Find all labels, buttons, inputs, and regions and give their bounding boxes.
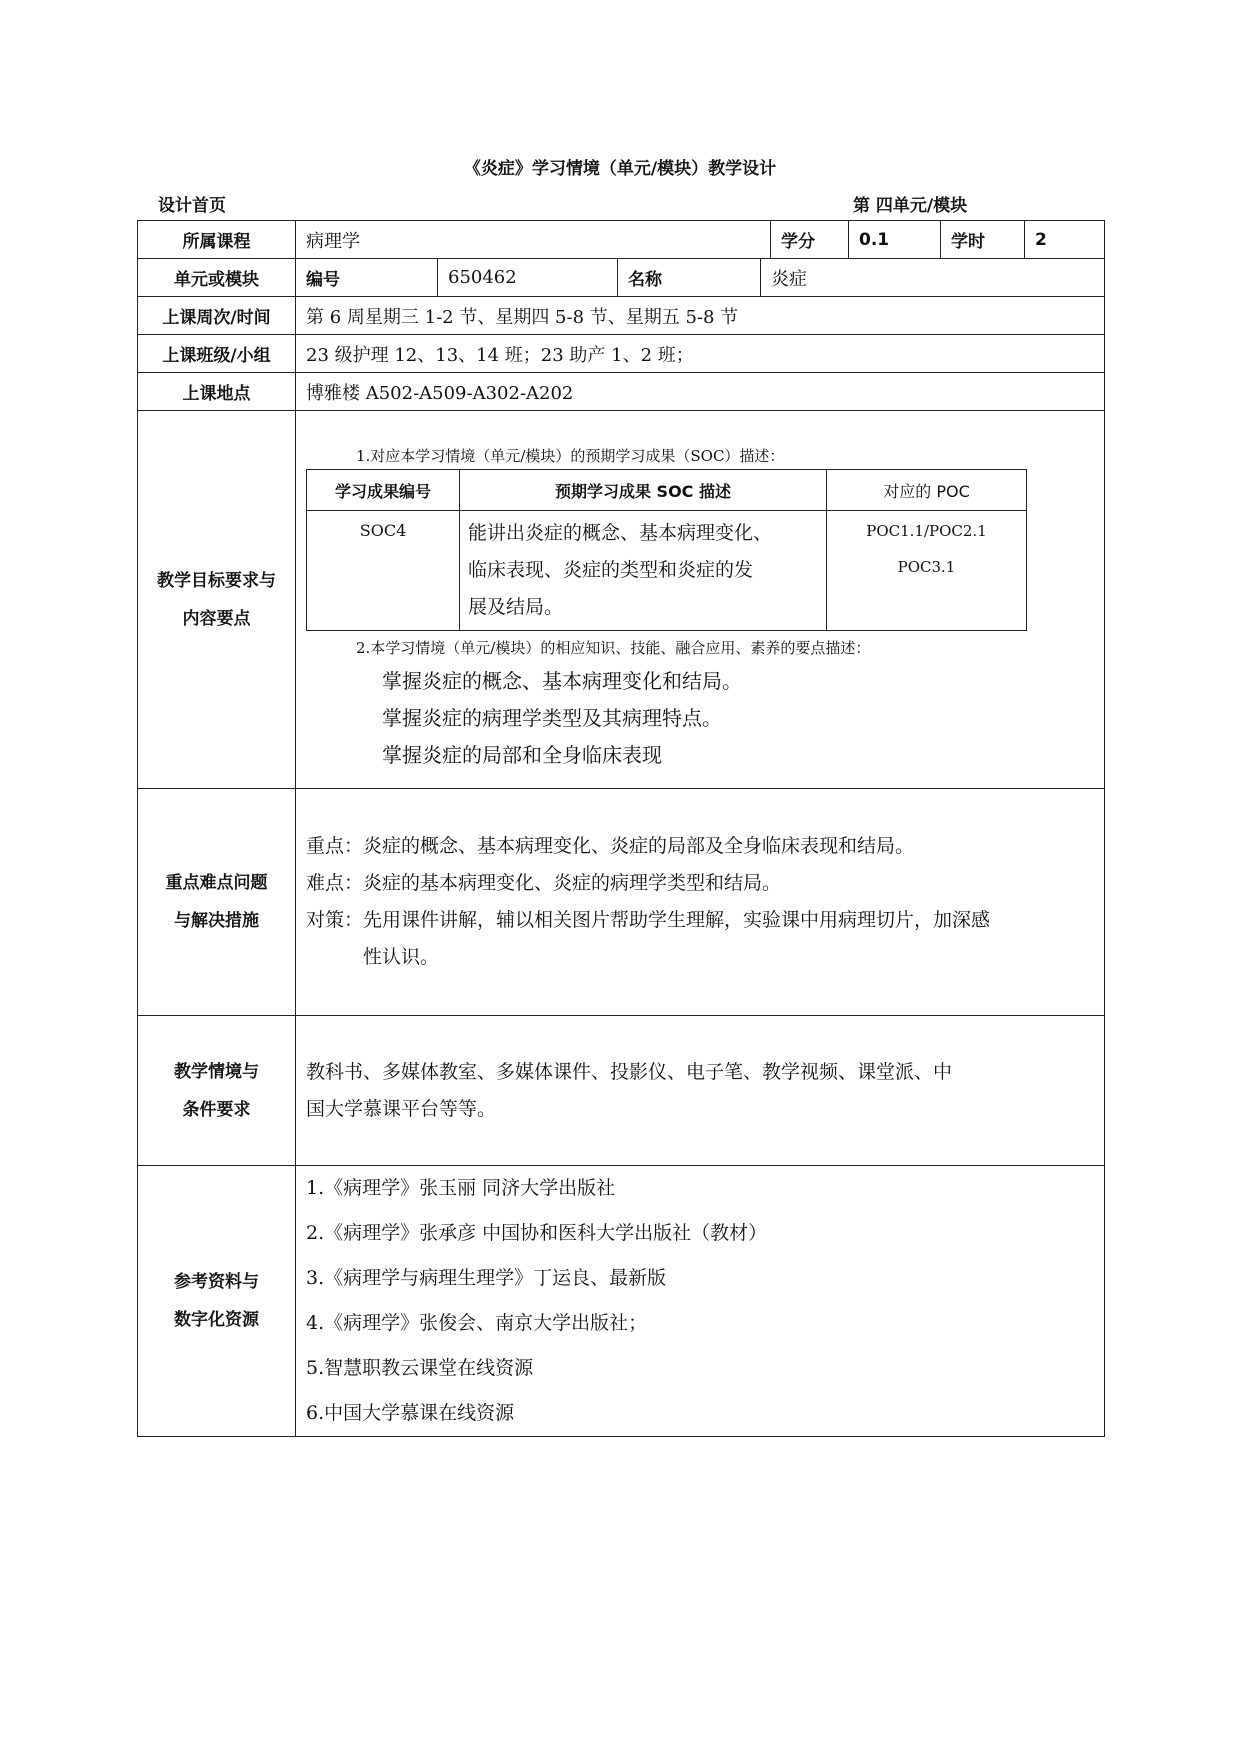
row-references bbox=[138, 1166, 1105, 1437]
unit-label: 单元或模块 bbox=[138, 259, 296, 297]
row-objectives bbox=[138, 411, 1105, 789]
page-title: 《炎症》学习情境（单元/模块）教学设计 bbox=[463, 159, 777, 179]
key-points-label bbox=[138, 789, 296, 1016]
row-key-points bbox=[138, 789, 1105, 1016]
design-table bbox=[137, 220, 1105, 1437]
references-content bbox=[296, 1166, 1105, 1437]
schedule-value: 第 6 周星期三 1-2 节、星期四 5-8 节、星期五 5-8 节 bbox=[296, 297, 1105, 335]
reference-item: 2.《病理学》张承彦 中国协和医科大学出版社（教材） bbox=[306, 1222, 768, 1244]
soc-header-poc: 对应的 POC bbox=[827, 470, 1027, 511]
objectives-content bbox=[296, 411, 1105, 789]
soc-desc bbox=[460, 511, 827, 631]
soc-poc bbox=[827, 511, 1027, 631]
focus-text: 重点：炎症的概念、基本病理变化、炎症的局部及全身临床表现和结局。 bbox=[306, 835, 915, 857]
course-label: 所属课程 bbox=[138, 221, 296, 259]
row-course bbox=[138, 221, 1105, 259]
conditions-content bbox=[296, 1016, 1105, 1166]
code-value: 650462 bbox=[438, 259, 618, 297]
location-label: 上课地点 bbox=[138, 373, 296, 411]
references-label-line1: 参考资料与 bbox=[174, 1272, 259, 1292]
reference-item: 6.中国大学慕课在线资源 bbox=[306, 1402, 515, 1424]
reference-item: 1.《病理学》张玉丽 同济大学出版社 bbox=[306, 1177, 616, 1199]
conditions-label bbox=[138, 1016, 296, 1166]
key-points-label-line1: 重点难点问题 bbox=[165, 873, 268, 893]
reference-item: 5.智慧职教云课堂在线资源 bbox=[306, 1357, 534, 1379]
schedule-label: 上课周次/时间 bbox=[138, 297, 296, 335]
code-label: 编号 bbox=[296, 259, 438, 297]
soc-header-desc: 预期学习成果 SOC 描述 bbox=[460, 470, 827, 511]
soc-header-id: 学习成果编号 bbox=[307, 470, 460, 511]
key-points-label-line2: 与解决措施 bbox=[174, 911, 259, 931]
soc-row bbox=[307, 511, 1027, 631]
name-value: 炎症 bbox=[761, 259, 1105, 297]
row-location bbox=[138, 373, 1105, 411]
hours-label: 学时 bbox=[941, 221, 1025, 259]
reference-item: 4.《病理学》张俊会、南京大学出版社； bbox=[306, 1312, 648, 1334]
objectives-label bbox=[138, 411, 296, 789]
row-conditions bbox=[138, 1016, 1105, 1166]
soc-intro: 1.对应本学习情境（单元/模块）的预期学习成果（SOC）描述： bbox=[356, 447, 785, 465]
row-class-group bbox=[138, 335, 1105, 373]
soc-desc-line: 临床表现、炎症的类型和炎症的发 bbox=[468, 559, 754, 581]
header-right: 第 四单元/模块 bbox=[853, 196, 968, 216]
references-label bbox=[138, 1166, 296, 1437]
class-group-label: 上课班级/小组 bbox=[138, 335, 296, 373]
credit-label: 学分 bbox=[771, 221, 849, 259]
soc-poc-line: POC3.1 bbox=[897, 558, 956, 576]
strategy-text: 对策：先用课件讲解，辅以相关图片帮助学生理解，实验课中用病理切片，加深感 bbox=[306, 909, 991, 931]
name-label: 名称 bbox=[618, 259, 761, 297]
location-value: 博雅楼 A502-A509-A302-A202 bbox=[296, 373, 1105, 411]
row-schedule bbox=[138, 297, 1105, 335]
objective-point: 掌握炎症的病理学类型及其病理特点。 bbox=[382, 706, 722, 730]
soc-id: SOC4 bbox=[307, 511, 460, 631]
references-label-line2: 数字化资源 bbox=[174, 1310, 259, 1330]
course-value: 病理学 bbox=[296, 221, 771, 259]
soc-desc-line: 展及结局。 bbox=[468, 596, 564, 618]
soc-header-row bbox=[307, 470, 1027, 511]
credit-value: 0.1 bbox=[849, 221, 941, 259]
soc-desc-line: 能讲出炎症的概念、基本病理变化、 bbox=[468, 522, 773, 544]
conditions-label-line2: 条件要求 bbox=[182, 1099, 251, 1120]
hours-value: 2 bbox=[1025, 221, 1105, 259]
objective-point: 掌握炎症的局部和全身临床表现 bbox=[382, 743, 662, 767]
difficulty-text: 难点：炎症的基本病理变化、炎症的病理学类型和结局。 bbox=[306, 872, 782, 894]
row-unit bbox=[138, 259, 1105, 297]
objective-point: 掌握炎症的概念、基本病理变化和结局。 bbox=[382, 669, 742, 693]
soc-poc-line: POC1.1/POC2.1 bbox=[866, 522, 987, 540]
strategy-text-cont: 性认识。 bbox=[363, 946, 440, 968]
points-intro: 2.本学习情境（单元/模块）的相应知识、技能、融合应用、素养的要点描述： bbox=[356, 639, 871, 657]
reference-item: 3.《病理学与病理生理学》丁运良、最新版 bbox=[306, 1267, 667, 1289]
class-group-value: 23 级护理 12、13、14 班；23 助产 1、2 班； bbox=[296, 335, 1105, 373]
objectives-label-line2: 内容要点 bbox=[182, 608, 251, 629]
conditions-label-line1: 教学情境与 bbox=[174, 1061, 259, 1082]
soc-table bbox=[306, 469, 1027, 631]
conditions-line: 教科书、多媒体教室、多媒体课件、投影仪、电子笔、教学视频、课堂派、中 bbox=[306, 1060, 953, 1083]
conditions-line: 国大学慕课平台等等。 bbox=[306, 1097, 497, 1120]
header-left: 设计首页 bbox=[158, 196, 226, 216]
objectives-label-line1: 教学目标要求与 bbox=[157, 570, 276, 591]
key-points-content bbox=[296, 789, 1105, 1016]
